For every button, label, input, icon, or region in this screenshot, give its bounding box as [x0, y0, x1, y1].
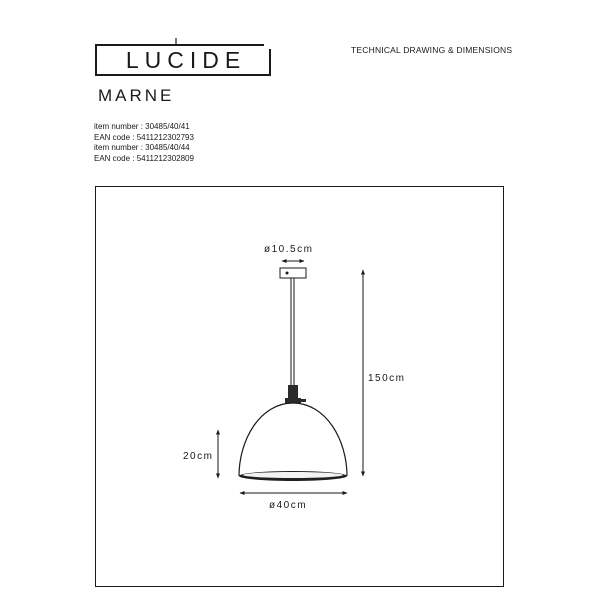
info-label: EAN code [94, 132, 131, 142]
product-info-row: item number : 30485/40/41 [94, 122, 190, 131]
info-value: 30485/40/44 [145, 143, 190, 152]
document-title: TECHNICAL DRAWING & DIMENSIONS [351, 45, 513, 55]
product-info-row: item number : 30485/40/44 [94, 143, 190, 152]
product-model-name: MARNE [98, 86, 175, 105]
info-value: 30485/40/41 [145, 122, 190, 131]
info-value: 5411212302809 [136, 153, 194, 163]
info-label: EAN code [94, 153, 131, 163]
total-height-label: 150cm [368, 373, 406, 384]
info-value: 5411212302793 [136, 132, 194, 142]
canopy-diameter-label: ø10.5cm [264, 244, 314, 255]
brand-logo-text: LUCIDE [125, 46, 247, 73]
shade-height-label: 20cm [183, 451, 214, 462]
product-info-row: EAN code : 5411212302809 [94, 153, 194, 163]
info-label: item number [94, 143, 139, 152]
info-label: item number [94, 122, 139, 131]
ceiling-canopy [280, 268, 306, 278]
shade-diameter-label: ø40cm [269, 500, 308, 511]
lamp-socket [285, 385, 306, 403]
dome-shade [239, 403, 347, 481]
product-info-row: EAN code : 5411212302793 [94, 132, 194, 142]
suspension-cable [291, 278, 294, 385]
